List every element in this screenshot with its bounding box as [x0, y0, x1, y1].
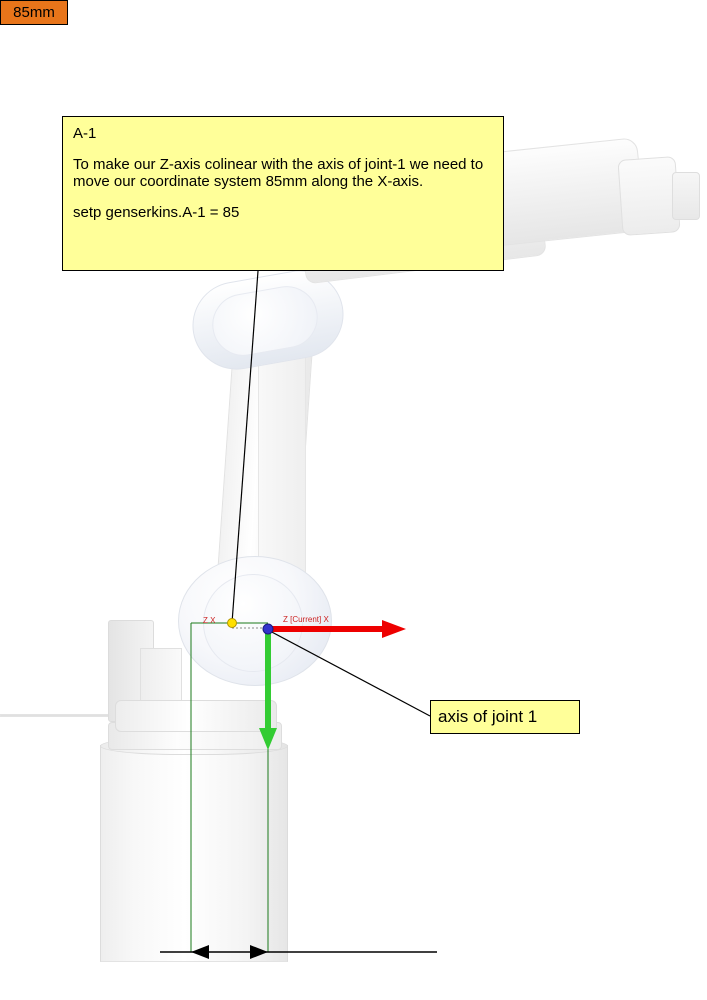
x-axis-arrow-head — [382, 620, 406, 638]
callout-a1 — [62, 116, 504, 271]
y-axis-arrow-head — [259, 728, 277, 750]
frame-origin-label: Z X — [203, 616, 216, 625]
origin-marker-shifted — [228, 619, 237, 628]
dimension-arrow-left — [191, 945, 209, 959]
dimension-arrow-right — [250, 945, 268, 959]
frame-current-label: Z [Current] X — [283, 615, 329, 624]
leader-line-a1 — [232, 271, 258, 623]
callout-a1-title: A-1 — [73, 125, 97, 142]
callout-a1-paragraph: To make our Z-axis colinear with the axis of joint-1 we need to move our coordinate system 85mm along the X-axis. — [73, 156, 484, 190]
leader-line-joint1 — [268, 630, 430, 716]
callout-joint-axis: axis of joint 1 — [430, 700, 580, 734]
callout-a1-command: setp genserkins.A-1 = 85 — [73, 204, 240, 221]
origin-marker-current — [263, 624, 273, 634]
dimension-value-badge: 85mm — [0, 0, 68, 25]
